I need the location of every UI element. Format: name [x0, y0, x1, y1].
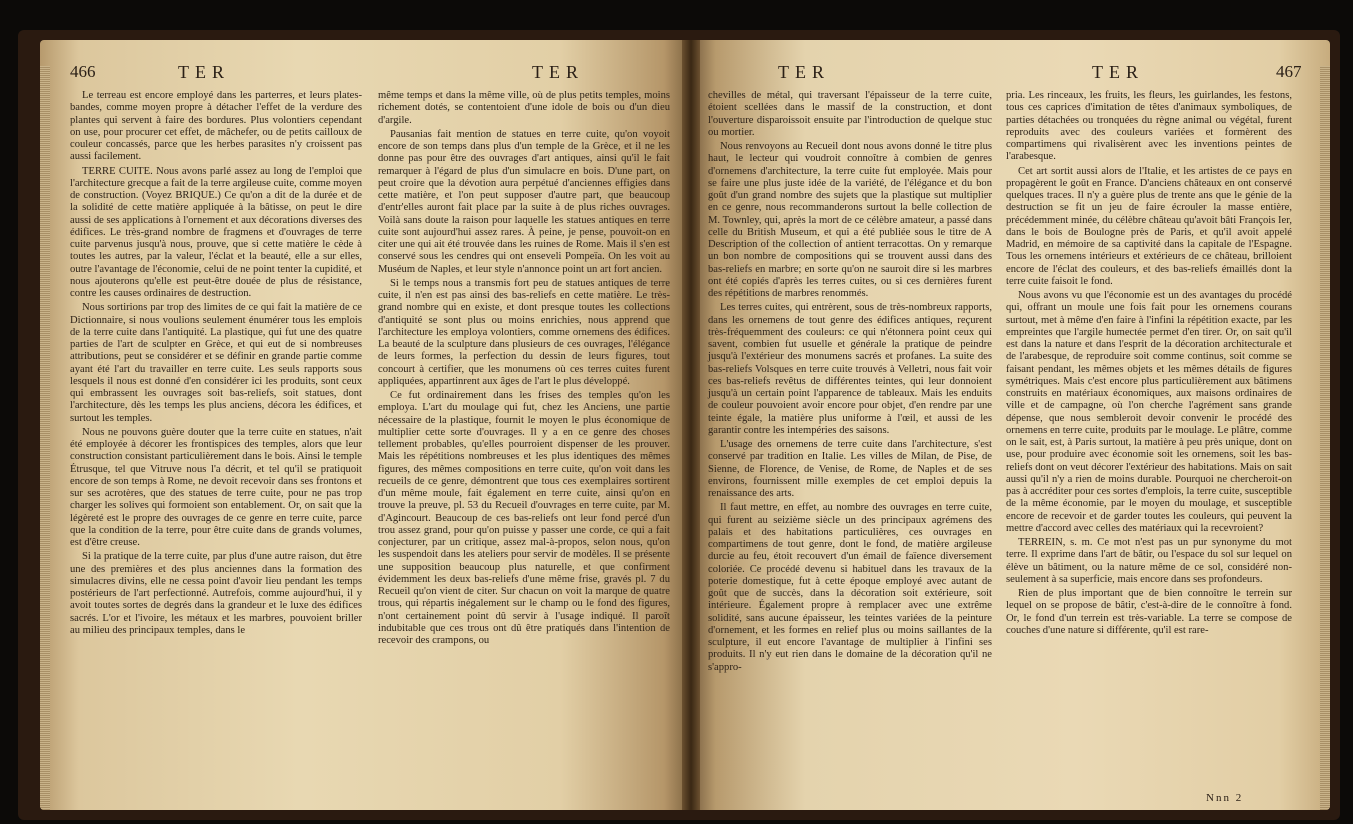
paragraph: Pausanias fait mention de statues en terre cuite, qu'on voyoit encore de son temps dans plus d'un temple de la Grèce, et il ne les donne pas pour être des ouvrages d'art antiques, ainsi qu'il le fait remarquer à l'égard de plus d'un simulacre en bois. D'une part, on peut croire que la dévotion aura perpétué d'anciennes effigies dans cette matière, et l'on peut supposer d'autre part, que beaucoup d'entr'elles auront fait place par la suite à de plus riches ouvrages. Voilà sans doute la raison pour laquelle les statues antiques en terre cuite sont aujourd'hui assez rares. À peine, je pense, pouvoit-on en citer une qui ait été trouvée dans les ruines de Rome. Mais il s'en est conservé sous les cendres qui ont enseveli Pompeïa. On les voit au Muséum de Naples, et leur style n'annonce point un art fort ancien.	[378, 128, 670, 275]
right-page-number: 467	[1276, 62, 1302, 81]
paragraph: Les terres cuites, qui entrèrent, sous de très-nombreux rapports, dans les ornemens de tout genre des édifices antiques, reçurent très-fréquemment des couleurs: ce qui n'étonnera point ceux qui savent, combien fut usuelle et générale la pratique de peindre jusqu'à l'extérieur des monumens sacrés et profanes. La suite des bas-reliefs Volsques en terre cuite trouvés à Velletri, nous fait voir ces bas-reliefs revêtus de différentes teintes, qui leur donnoient jusqu'à un certain point l'apparence de tableaux. Mais les enduits de couleur pouvoient avoir encore pour objet, d'en rendre par une teinte égale, la matière plus uniforme à l'œil, et aussi de les garantir contre les intempéries des saisons.	[708, 302, 992, 436]
paragraph: L'usage des ornemens de terre cuite dans l'architecture, s'est conservé par tradition en Italie. Les villes de Milan, de Pise, de Sienne, de Florence, de Venise, de Rome, de Naples et de ses environs, fournissent mille exemples de cet emploi depuis la renaissance des arts.	[708, 439, 992, 499]
left-column-1	[70, 90, 362, 639]
paragraph: Ce fut ordinairement dans les frises des temples qu'on les employa. L'art du moulage qui fut, chez les Anciens, une partie nécessaire de la plastique, fournit le moyen le plus économique de multiplier cette sorte d'ouvrages. Il y a en ce genre des choses tellement probables, qu'elles pourroient dispenser de les prouver. Mais les répétitions nombreuses et les plus identiques des mêmes figures, des mêmes compositions en terre cuite, qu'on voit dans les recueils de ce genre, démontrent que tous ces exemplaires sortirent d'un même moule, fait également en terre cuite, ainsi qu'on en trouve la preuve, pl. 53 du Recueil d'ouvrages en terre cuite, par M. d'Agincourt. Beaucoup de ces bas-reliefs ont leur fond percé d'un trou assez grand, pour qu'on puisse y passer une corde, ce qui a fait conjecturer, par un critique, assez mal-à-propos, selon nous, qu'on les suspendoit dans les ateliers pour servir de modèles. Il se présente une supposition beaucoup plus naturelle, et que confirment évidemment les deux bas-reliefs d'une même frise, gravés pl. 7 du Recueil qu'on vient de citer. Sur chacun on voit la marque de quatre trous, qui répartis inégalement sur le champ ou le fond des figures, n'ont certainement point dû servir à l'usage indiqué. Il paroît indubitable que ces trous ont dû être pratiqués dans l'intention de recevoir des crampons, ou	[378, 390, 670, 646]
open-book	[18, 22, 1340, 820]
paragraph: chevilles de métal, qui traversant l'épaisseur de la terre cuite, étoient scellées dans le massif de la construction, et dont l'ouverture disparoissoit ensuite par l'introduction de quelque stuc ou mortier.	[708, 90, 992, 138]
paragraph: TERREIN, s. m. Ce mot n'est pas un pur synonyme du mot terre. Il exprime dans l'art de bâtir, ou l'espace du sol sur lequel on élève un bâtiment, ou la nature même de ce sol, considéré non-seulement à sa superficie, mais encore dans ses profondeurs.	[1006, 537, 1292, 585]
right-column-1	[708, 90, 992, 676]
right-page	[690, 40, 1330, 810]
left-column-2	[378, 90, 670, 649]
right-page-edge	[1320, 66, 1330, 810]
right-running-head: TER	[1092, 62, 1144, 82]
left-page-number: 466	[70, 62, 96, 81]
paragraph: Nous avons vu que l'économie est un des avantages du procédé qui, offrant un moule une fois fait pour les ornemens courans surtout, met à même d'en faire à l'infini la répétition exacte, par les empreintes que l'argile humectée permet d'en tirer. Or, on sait qu'il est dans la nature et dans l'esprit de la décoration architecturale et de l'arabesque, de reproduire soit comme continus, soit comme se faisant pendant, les mêmes objets et les mêmes détails de figures symétriques. Mais c'est encore plus particulièrement aux bâtimens construits en matériaux économiques, aux maisons ordinaires de ville et de campagne, où l'on cherche l'agrément sans grande dépense, que nous sembleroit devoir convenir le procédé des ornemens en terre cuite, produits par le moulage. Le plâtre, comme on le sait, est, à Paris surtout, la matière à peu près unique, dont on use, pour produire avec économie soit les ornemens, soit les bas-reliefs dont on veut décorer l'extérieur des habitations. Mais on sait aussi qu'il n'y a rien de moins durable. Pourquoi ne chercheroit-on pas à accréditer pour ces sortes d'emplois, la terre cuite, susceptible de la même économie, par le moyen du moulage, et susceptible encore de recevoir et de garder toutes les couleurs, qui peuvent la mettre d'accord avec celles des matériaux qui la recevroient?	[1006, 290, 1292, 534]
paragraph: Il faut mettre, en effet, au nombre des ouvrages en terre cuite, qui furent au seizième siècle un des principaux agrémens des palais et des habitations particulières, ces ouvrages en compartimens de tout genre, dont le fond, de matière argileuse durcie au feu, étoit recouvert d'un émail de faïence diversement coloriée. Ce procédé devenu si habituel dans les travaux de la poterie domestique, fut à cette époque employé avec autant de goût que de succès, dans la décoration soit extérieure, soit intérieure. Également propre à remplacer avec une extrême solidité, sans aucune épaisseur, les teintes variées de la peinture d'ornement, et les formes en relief plus ou moins saillantes de la sculpture, il eut encore l'avantage de multiplier à l'infini ses produits. Il n'y eut rien dans le domaine de la décoration qu'il ne s'appro-	[708, 502, 992, 673]
book-gutter	[682, 40, 700, 810]
paragraph: même temps et dans la même ville, où de plus petits temples, moins richement dotés, se contentoient d'une idole de bois ou d'un dieu d'argile.	[378, 90, 670, 126]
paragraph: Si le temps nous a transmis fort peu de statues antiques de terre cuite, il n'en est pas ainsi des bas-reliefs en cette matière. Le très-grand nombre qui en existe, et dont presque toutes les collections d'antiquité se sont plus ou moins enrichies, nous apprend que l'architecture les employa volontiers, comme ornemens des édifices. La beauté de la sculpture dans plusieurs de ces ouvrages, l'élégance de leurs formes, la perfection du dessin de leurs figures, tout concourt à certifier, que les monumens où ces terres cuites furent appliquées, appartinrent aux âges de l'art le plus développé.	[378, 277, 670, 387]
paragraph: pria. Les rinceaux, les fruits, les fleurs, les guirlandes, les festons, tous ces caprices d'imitation de têtes d'animaux symboliques, de parties détachées ou tronquées du règne animal ou végétal, furent reproduits avec des couleurs variées et formèrent des compartimens qui rivalisèrent avec les inventions peintes de l'arabesque.	[1006, 90, 1292, 163]
paragraph: Nous sortirions par trop des limites de ce qui fait la matière de ce Dictionnaire, si nous voulions seulement énumérer tous les emplois de la terre cuite dans l'antiquité. La plastique, qui fut une des quatre parties de l'art de sculpter en Grèce, et qui eut de si nombreuses attributions, peut se considérer et se définir en grande partie comme ayant été l'art du travailler en terre cuite. Les seuls rapports sous lesquels il nous est donné d'en considérer ici les produits, sont ceux qui embrassent les ouvrages soit bas-reliefs, soit statues, dont l'architecture, dès les temps les plus anciens, décora les édifices, et surtout les temples.	[70, 302, 362, 424]
left-page	[40, 40, 690, 810]
signature-mark: Nnn 2	[1206, 792, 1244, 804]
left-running-head: TER	[178, 62, 230, 82]
paragraph: Nous renvoyons au Recueil dont nous avons donné le titre plus haut, le lecteur qui voudroit connoître à combien de genres d'ornemens d'architecture, la terre cuite fut employée. Mais pour se faire une plus juste idée de la variété, de l'élégance et du bon goût d'un grand nombre des sujets que la plastique sut multiplier en ce genre, nous recommanderons surtout la belle collection de M. Townley, qui, après la mort de ce célèbre amateur, a passé dans celle du British Museum, et qui a été publiée sous le titre de A Description of the collection of antient terracottas. On y remarque un bon nombre de compositions qui se trouvent aussi dans des bas-reliefs en marbre; en sorte qu'on ne sauroit dire si les marbres ont été copiés d'après les terres cuites, ou si ces dernières furent des répétitions de marbres renommés.	[708, 141, 992, 299]
paragraph: Si la pratique de la terre cuite, par plus d'une autre raison, dut être une des premières et des plus anciennes dans la formation des simulacres divins, elle ne cessa point d'avoir lieu pendant les temps postérieurs de l'art perfectionné. Autrefois, comme aujourd'hui, il y avoit toutes sortes de degrés dans la grandeur et le luxe des édifices sacrés. L'or et l'ivoire, les métaux et les marbres, pouvoient briller au milieu des principaux temples, dans le	[70, 551, 362, 636]
right-column-2	[1006, 90, 1292, 639]
paragraph: Nous ne pouvons guère douter que la terre cuite en statues, n'ait été employée à décorer les frontispices des temples, alors que leur construction consistant particulièrement dans le bois. Ainsi le temple Étrusque, tel que Vitruve nous l'a décrit, et tel qu'il se pratiquoit encore de son temps à Rome, ne devoit recevoir dans ses frontons et sur ses acrotères, que des statues de terre cuite, pour ne pas trop charger les solives qui formoient son entablement. Or, on sait que la légèreté est le propre des ouvrages de ce genre en terre cuite, parce que la condition de la terre, pour être cuite dans de grands volumes, est d'être creuse.	[70, 426, 362, 548]
paragraph: Rien de plus important que de bien connoître le terrein sur lequel on se propose de bâtir, c'est-à-dire de le connoître à fond. Or, le fond d'un terrein est très-variable. La terre se compose de couches d'une nature si différente, qu'il est rare-	[1006, 588, 1292, 636]
paragraph: Le terreau est encore employé dans les parterres, et leurs plates-bandes, comme moyen propre à détacher l'effet de la verdure des plantes qui servent à faire des bordures. Plus volontiers cependant on use, pour procurer cet effet, de mâchefer, ou de petits cailloux de couleur concassés, parce que les herbes parasites n'y croissent pas aussi facilement.	[70, 90, 362, 163]
right-running-head-col1: TER	[778, 62, 830, 82]
left-page-edge	[40, 66, 50, 810]
left-running-head-col2: TER	[532, 62, 584, 82]
paragraph: TERRE CUITE. Nous avons parlé assez au long de l'emploi que l'architecture grecque a fait de la terre argileuse cuite, comme moyen de construction. (Voyez BRIQUE.) Ce qu'on a dit de la durée et de la solidité de cette matière appliquée à la bâtisse, on peut le dire aussi de ses applications à l'ornement et aux décorations diverses des édifices. Le très-grand nombre de fragmens et d'ouvrages de terre cuite parvenus jusqu'à nous, prouve, que si cette matière le cède à toutes les autres, par la valeur, l'éclat et la beauté, elle a sur elles, outre l'avantage de l'économie, celui de ne point tenter la cupidité, et nous ajouterons qu'elle est peut-être douée de plus de résistance, contre les causes ordinaires de destruction.	[70, 165, 363, 299]
paragraph: Cet art sortit aussi alors de l'Italie, et les artistes de ce pays en propagèrent le goût en France. D'anciens châteaux en ont conservé quelques traces. Il n'y a guère plus de trente ans que le génie de la destruction se fit un jeu de faire écrouler la masse entière, précédemment minée, du célèbre château qu'avoit bâti François Ier, dans le bois de Boulogne près de Paris, et qu'il avoit appelé Madrid, en mémoire de sa captivité dans la capitale de l'Espagne. Tous les ornemens intérieurs et extérieurs de ce château, brilloient encore de l'éclat des couleurs, et des bas-reliefs émaillés dont la terre cuite faisoit le fond.	[1006, 165, 1292, 287]
